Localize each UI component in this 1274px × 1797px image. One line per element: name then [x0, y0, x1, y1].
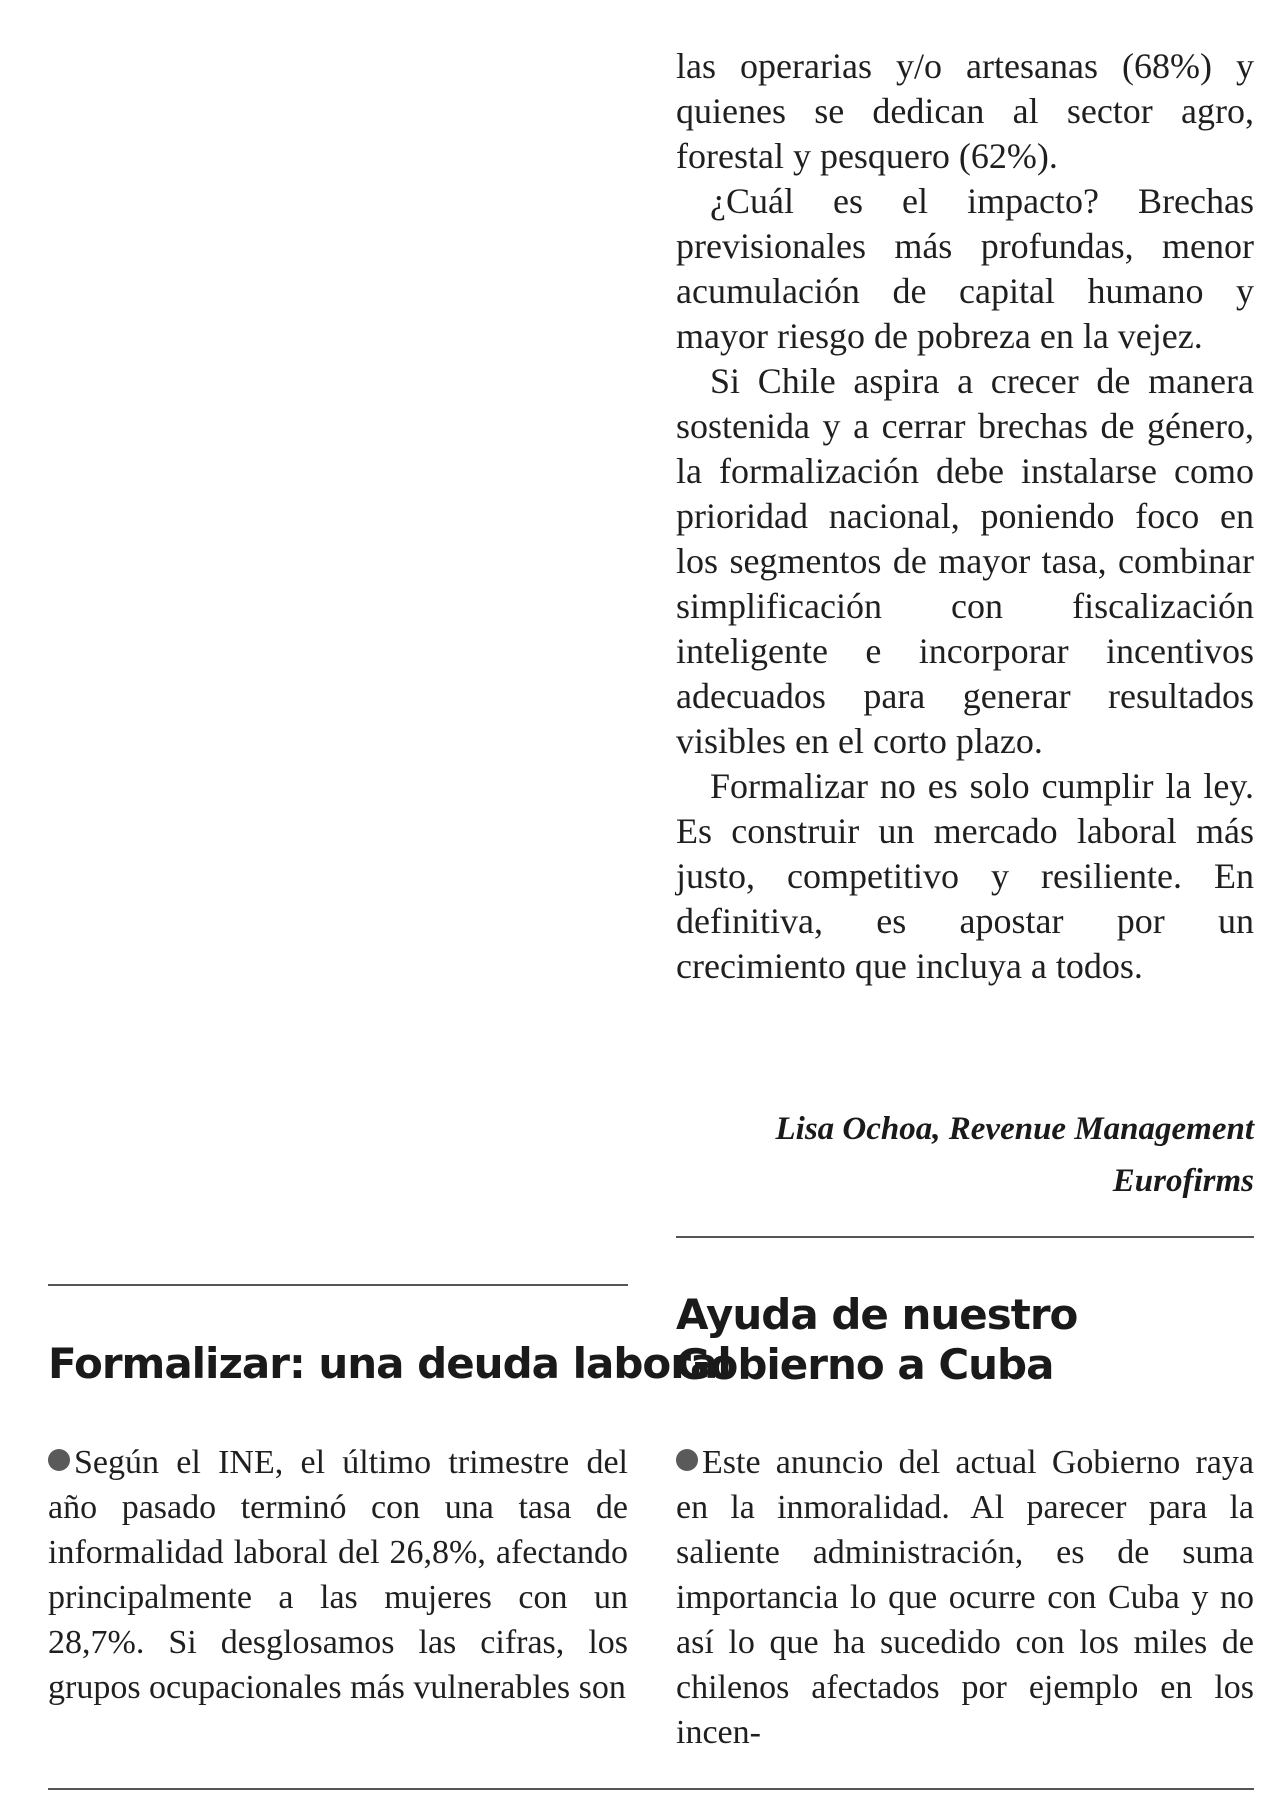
letter-body-text: Este anuncio del actual Gobierno raya en la inmoralidad. Al parecer para la saliente administración, es de suma importancia lo que ocurre con Cuba y no así lo que ha sucedido con los miles de chilenos afectados por ejemplo en los incen-: [676, 1444, 1254, 1751]
letter-body: [676, 1440, 1254, 1755]
letter-body: [48, 1440, 628, 1710]
signature-organization: Eurofirms: [1112, 1163, 1254, 1199]
divider-rule: [48, 1788, 1254, 1790]
letter-headline: Formalizar: una deuda laboral: [48, 1339, 731, 1388]
letter-formalizar-body: [48, 1440, 628, 1710]
bullet-icon: [676, 1449, 698, 1471]
article-paragraph: Si Chile aspira a crecer de manera sostenida y a cerrar brechas de género, la formalización debe instalarse como prioridad nacional, poniendo foco en los segmentos de mayor tasa, combinar simplificación con fiscalización inteligente e incorporar incentivos adecuados para generar resultados visibles en el corto plazo.: [676, 361, 1254, 761]
letter-headline: Ayuda de nuestro Gobierno a Cuba: [676, 1290, 1078, 1389]
letter-formalizar: [48, 1338, 731, 1390]
letter-cuba: [676, 1290, 1254, 1390]
article-signature: [676, 1103, 1254, 1207]
letter-body-text: Según el INE, el último trimestre del año pasado terminó con una tasa de informalidad laboral del 26,8%, afectando principalmente a las mujeres con un 28,7%. Si desglosamos las cifras, los grupos ocupacionales más vulnerables son: [48, 1444, 628, 1706]
letter-cuba-body: [676, 1440, 1254, 1755]
article-paragraph: ¿Cuál es el impacto? Brechas previsionales más profundas, menor acumulación de capital humano y mayor riesgo de pobreza en la vejez.: [676, 181, 1254, 356]
bullet-icon: [48, 1449, 70, 1471]
signature-name: Lisa Ochoa, Revenue Management: [775, 1111, 1254, 1147]
article-paragraph: las operarias y/o artesanas (68%) y quienes se dedican al sector agro, forestal y pesquero (62%).: [676, 46, 1254, 176]
divider-rule: [676, 1236, 1254, 1238]
divider-rule: [48, 1284, 628, 1286]
article-continuation: [676, 44, 1254, 989]
article-paragraph: Formalizar no es solo cumplir la ley. Es construir un mercado laboral más justo, competitivo y resiliente. En definitiva, es apostar por un crecimiento que incluya a todos.: [676, 766, 1254, 986]
